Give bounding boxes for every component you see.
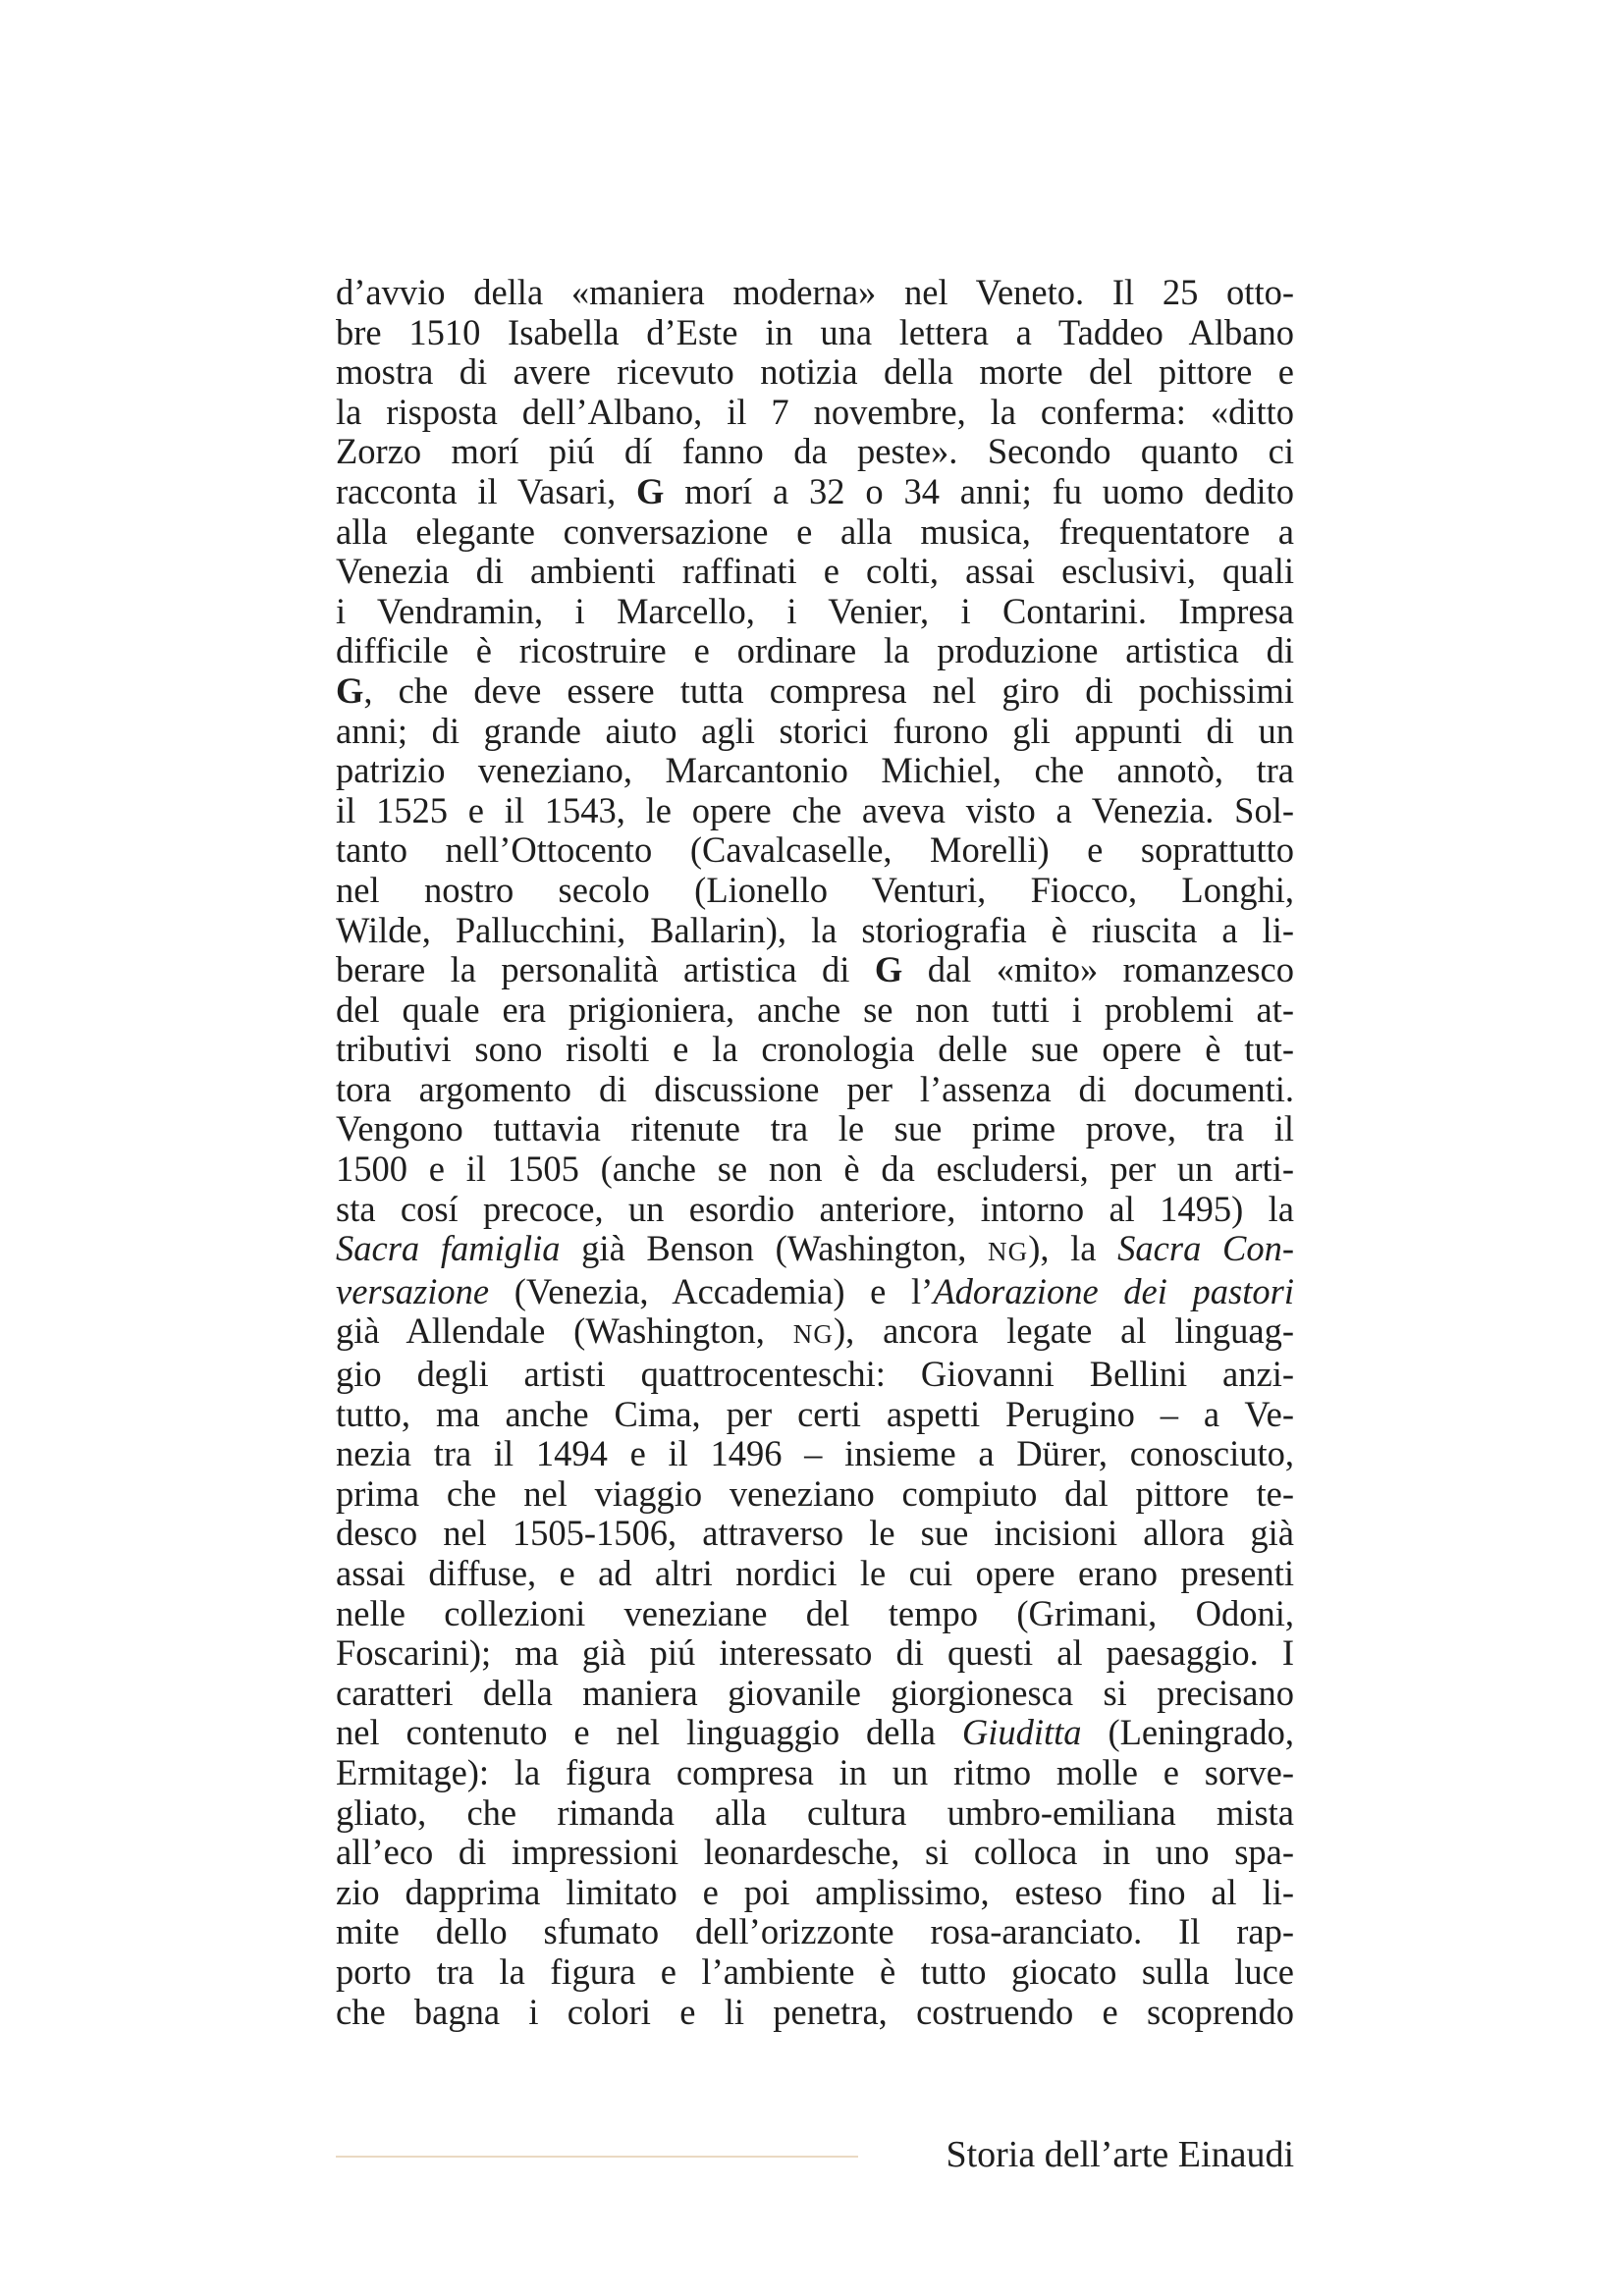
text-line bbox=[336, 1753, 1294, 1793]
artist-abbreviation: G bbox=[874, 949, 903, 990]
text-line bbox=[336, 1030, 1294, 1070]
body-text bbox=[336, 273, 1294, 2032]
text-line bbox=[336, 1713, 1294, 1753]
footer-rule bbox=[336, 2156, 858, 2158]
museum-abbreviation: NG bbox=[988, 1237, 1029, 1267]
text-run: nel contenuto e nel linguaggio della bbox=[336, 1712, 962, 1753]
text-run: i Vendramin, i Marcello, i Venier, i Contarini. Impresa bbox=[336, 590, 1294, 631]
text-run: mostra di avere ricevuto notizia della morte del pittore e bbox=[336, 351, 1294, 393]
text-line bbox=[336, 1952, 1294, 1993]
text-run: che bagna i colori e li penetra, costruendo e scoprendo bbox=[336, 1991, 1294, 2032]
artwork-title: versazione bbox=[336, 1270, 490, 1311]
text-line bbox=[336, 1272, 1294, 1312]
text-run: Zorzo morí piú dí fanno da peste». Secondo quanto ci bbox=[336, 431, 1294, 472]
text-run: nel nostro secolo (Lionello Venturi, Fiocco, Longhi, bbox=[336, 869, 1294, 910]
text-line bbox=[336, 432, 1294, 472]
artwork-title: Giuditta bbox=[961, 1712, 1082, 1753]
text-run: sta cosí precoce, un esordio anteriore, intorno al 1495) la bbox=[336, 1188, 1294, 1229]
text-run: porto tra la figura e l’ambiente è tutto giocato sulla luce bbox=[336, 1950, 1294, 1992]
text-run: all’eco di impressioni leonardesche, si colloca in uno spa- bbox=[336, 1832, 1294, 1873]
text-line bbox=[336, 1434, 1294, 1474]
text-line bbox=[336, 751, 1294, 791]
text-run: caratteri della maniera giovanile giorgionesca si precisano bbox=[336, 1672, 1294, 1713]
text-line bbox=[336, 313, 1294, 353]
text-run: Ermitage): la figura compresa in un ritmo molle e sorve- bbox=[336, 1751, 1294, 1792]
text-line bbox=[336, 1229, 1294, 1272]
text-line bbox=[336, 830, 1294, 871]
text-line bbox=[336, 1474, 1294, 1515]
text-line bbox=[336, 791, 1294, 831]
text-run: morí a 32 o 34 anni; fu uomo dedito bbox=[664, 470, 1294, 511]
page-footer bbox=[336, 2130, 1294, 2179]
text-run: difficile è ricostruire e ordinare la produzione artistica di bbox=[336, 630, 1294, 671]
footer-title: Storia dell’arte Einaudi bbox=[946, 2134, 1294, 2175]
text-run: Vengono tuttavia ritenute tra le sue prime prove, tra il bbox=[336, 1108, 1294, 1149]
text-run: zio dapprima limitato e poi amplissimo, esteso fino al li- bbox=[336, 1871, 1294, 1912]
text-line bbox=[336, 1554, 1294, 1594]
text-line bbox=[336, 1793, 1294, 1834]
text-line bbox=[336, 472, 1294, 512]
text-run: bre 1510 Isabella d’Este in una lettera a Taddeo Albano bbox=[336, 311, 1294, 352]
text-line bbox=[336, 1355, 1294, 1395]
text-run: racconta il Vasari, bbox=[336, 470, 637, 511]
text-run: tutto, ma anche Cima, per certi aspetti Perugino – a Ve- bbox=[336, 1393, 1294, 1434]
text-line bbox=[336, 631, 1294, 671]
text-line bbox=[336, 1109, 1294, 1149]
text-line bbox=[336, 273, 1294, 313]
text-line bbox=[336, 950, 1294, 990]
text-run: già Allendale (Washington, bbox=[336, 1310, 793, 1352]
text-line bbox=[336, 1912, 1294, 1952]
text-run: nezia tra il 1494 e il 1496 – insieme a Dürer, conosciuto, bbox=[336, 1433, 1294, 1474]
text-run: già Benson (Washington, bbox=[560, 1228, 989, 1269]
text-run: assai diffuse, e ad altri nordici le cui opere erano presenti bbox=[336, 1553, 1294, 1593]
text-run: tanto nell’Ottocento (Cavalcaselle, Morelli) e soprattutto bbox=[336, 829, 1294, 871]
text-run: ), la bbox=[1028, 1228, 1118, 1269]
text-line bbox=[336, 671, 1294, 712]
text-run: gliato, che rimanda alla cultura umbro-emiliana mista bbox=[336, 1791, 1294, 1833]
text-run: gio degli artisti quattrocenteschi: Giovanni Bellini anzi- bbox=[336, 1354, 1294, 1395]
text-run: patrizio veneziano, Marcantonio Michiel, che annotò, tra bbox=[336, 750, 1294, 791]
artwork-title: Sacra Con- bbox=[1117, 1228, 1294, 1269]
text-line bbox=[336, 712, 1294, 752]
text-line bbox=[336, 1594, 1294, 1634]
artwork-title: Sacra famiglia bbox=[336, 1228, 561, 1269]
text-run: 1500 e il 1505 (anche se non è da escludersi, per un arti- bbox=[336, 1148, 1294, 1190]
text-run: mite dello sfumato dell’orizzonte rosa-aranciato. Il rap- bbox=[336, 1911, 1294, 1952]
text-line bbox=[336, 1070, 1294, 1110]
text-run: anni; di grande aiuto agli storici furono gli appunti di un bbox=[336, 710, 1294, 751]
text-line bbox=[336, 911, 1294, 951]
text-run: d’avvio della «maniera moderna» nel Veneto. Il 25 otto- bbox=[336, 272, 1294, 312]
text-run: (Venezia, Accademia) e l’ bbox=[489, 1270, 934, 1311]
text-run: tora argomento di discussione per l’assenza di documenti. bbox=[336, 1068, 1294, 1109]
text-line bbox=[336, 592, 1294, 632]
text-line bbox=[336, 1633, 1294, 1674]
text-line bbox=[336, 1149, 1294, 1190]
text-line bbox=[336, 1514, 1294, 1554]
text-run: il 1525 e il 1543, le opere che aveva visto a Venezia. Sol- bbox=[336, 789, 1294, 830]
text-line bbox=[336, 512, 1294, 553]
text-run: prima che nel viaggio veneziano compiuto dal pittore te- bbox=[336, 1472, 1294, 1514]
text-run: berare la personalità artistica di bbox=[336, 949, 875, 990]
museum-abbreviation: NG bbox=[792, 1319, 834, 1350]
text-run: Venezia di ambienti raffinati e colti, assai esclusivi, quali bbox=[336, 551, 1294, 592]
text-line bbox=[336, 1395, 1294, 1435]
text-run: dal «mito» romanzesco bbox=[902, 949, 1294, 990]
text-run: (Leningrado, bbox=[1081, 1712, 1294, 1753]
text-line bbox=[336, 1311, 1294, 1355]
text-line bbox=[336, 1190, 1294, 1230]
text-run: nelle collezioni veneziane del tempo (Grimani, Odoni, bbox=[336, 1592, 1294, 1633]
text-line bbox=[336, 1873, 1294, 1913]
text-run: alla elegante conversazione e alla musica, frequentatore a bbox=[336, 510, 1294, 552]
text-line bbox=[336, 990, 1294, 1031]
text-run: tributivi sono risolti e la cronologia delle sue opere è tut- bbox=[336, 1029, 1294, 1070]
artwork-title: Adorazione dei pastori bbox=[933, 1270, 1294, 1311]
text-line bbox=[336, 552, 1294, 592]
artist-abbreviation: G bbox=[336, 669, 364, 711]
text-line bbox=[336, 352, 1294, 393]
text-run: Foscarini); ma già piú interessato di questi al paesaggio. I bbox=[336, 1632, 1294, 1674]
text-line bbox=[336, 1833, 1294, 1873]
text-run: desco nel 1505-1506, attraverso le sue incisioni allora già bbox=[336, 1513, 1294, 1554]
text-line bbox=[336, 1674, 1294, 1714]
text-run: Wilde, Pallucchini, Ballarin), la storiografia è riuscita a li- bbox=[336, 909, 1294, 950]
text-run: , che deve essere tutta compresa nel giro di pochissimi bbox=[363, 669, 1294, 711]
artist-abbreviation: G bbox=[636, 470, 665, 511]
text-line bbox=[336, 393, 1294, 433]
text-line bbox=[336, 1993, 1294, 2033]
text-run: ), ancora legate al linguag- bbox=[833, 1310, 1294, 1352]
text-run: del quale era prigioniera, anche se non tutti i problemi at- bbox=[336, 988, 1294, 1030]
text-run: la risposta dell’Albano, il 7 novembre, la conferma: «ditto bbox=[336, 391, 1294, 432]
text-line bbox=[336, 871, 1294, 911]
